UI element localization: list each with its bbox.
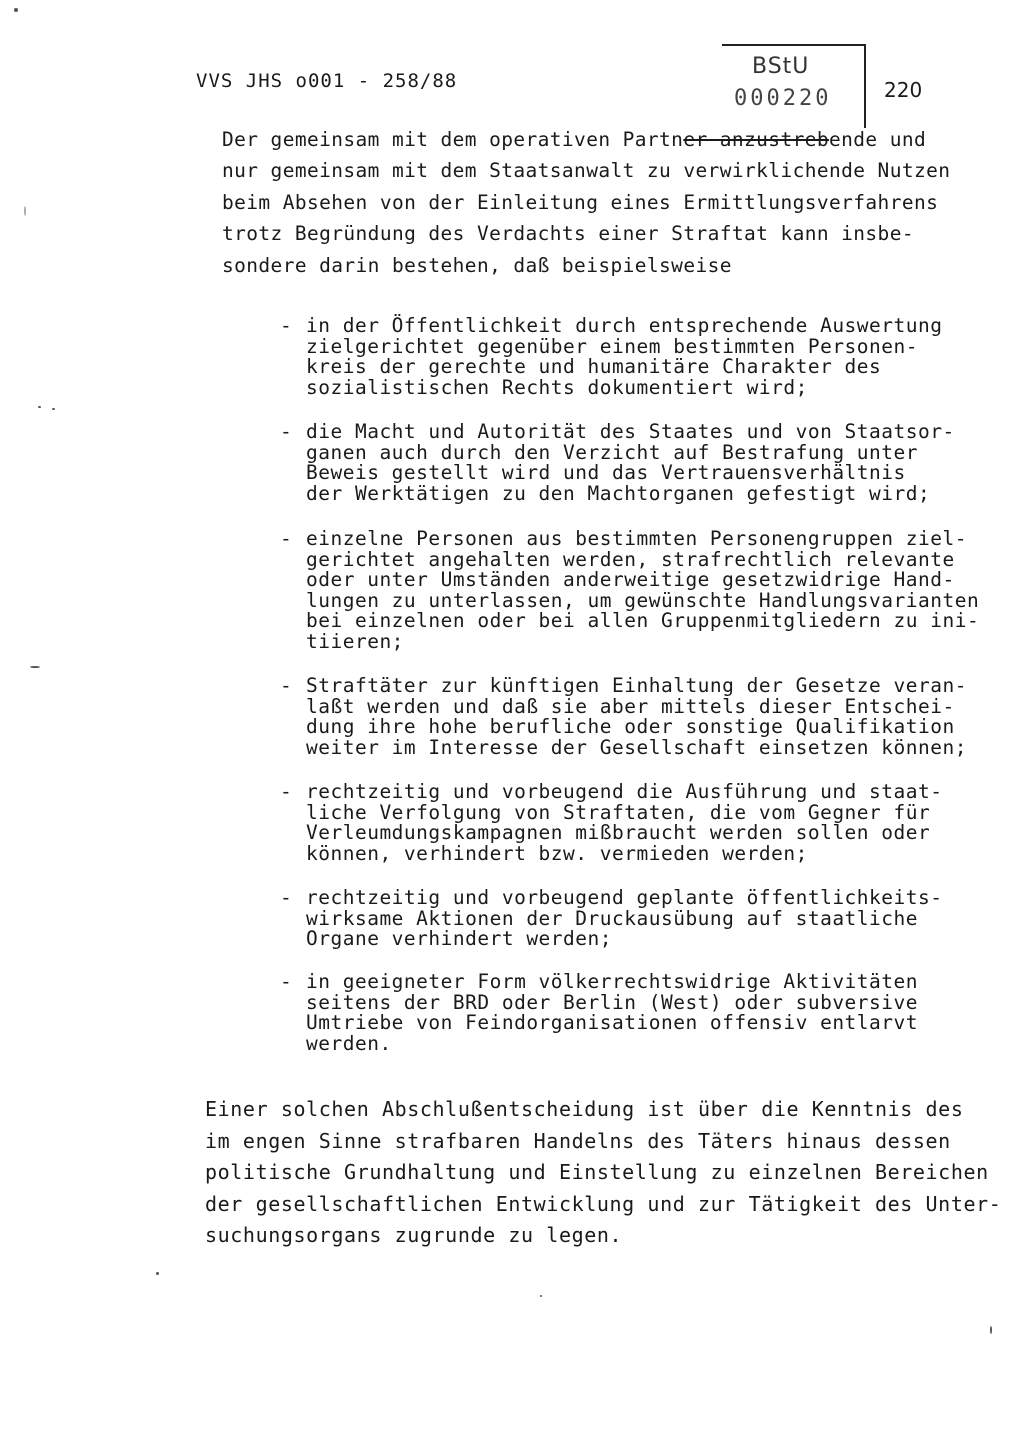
closing-paragraph [205, 1094, 1005, 1252]
bullet-line: sozialistischen Rechts dokumentiert wird; [306, 375, 808, 399]
closing-line: im engen Sinne strafbaren Handelns des Täters hinaus dessen [205, 1128, 951, 1153]
closing-line: der gesellschaftlichen Entwicklung und zur Tätigkeit des Unter- [205, 1191, 1002, 1216]
closing-line: Einer solchen Abschlußentscheidung ist über die Kenntnis des [205, 1097, 964, 1121]
bullet-line: bei einzelnen oder bei allen Gruppenmitgliedern zu ini- [306, 609, 980, 633]
bullet-line: dung ihre hohe berufliche oder sonstige Qualifikation [306, 715, 955, 739]
scan-speck [30, 666, 40, 668]
bullet-dash: - [280, 420, 293, 443]
intro-paragraph [222, 124, 1002, 281]
page-number: 220 [884, 78, 923, 102]
bullet-dash: - [280, 970, 293, 993]
bullet-line: Umtriebe von Feindorganisationen offensiv entlarvt [306, 1011, 918, 1035]
intro-line-end: ende und [829, 128, 927, 151]
bullet-line: rechtzeitig und vorbeugend geplante öffentlichkeits- [306, 886, 943, 909]
bullet-dash: - [280, 674, 293, 697]
archive-stamp [722, 44, 866, 128]
intro-line: trotz Begründung des Verdachts einer Straftat kann insbe- [222, 222, 914, 246]
bullet-line: können, verhindert bzw. vermieden werden; [306, 841, 808, 865]
bullet-line: gerichtet angehalten werden, strafrechtlich relevante [306, 547, 955, 571]
bullet-line: wirksame Aktionen der Druckausübung auf staatliche [306, 906, 918, 930]
scan-speck [38, 406, 41, 408]
bullet-line: ganen auch durch den Verzicht auf Bestrafung unter [306, 440, 918, 464]
bullet-line: tiieren; [306, 629, 404, 653]
scan-speck [52, 408, 55, 410]
bullet-line: seitens der BRD oder Berlin (West) oder subversive [306, 990, 918, 1014]
intro-line: beim Absehen von der Einleitung eines Ermittlungsverfahrens [222, 190, 939, 214]
bullet-line: der Werktätigen zu den Machtorganen gefestigt wird; [306, 481, 931, 505]
bullet-line: Beweis gestellt wird und das Vertrauensverhältnis [306, 461, 906, 485]
bullet-line: rechtzeitig und vorbeugend die Ausführung und staat- [306, 780, 943, 803]
intro-line [222, 124, 1002, 155]
scan-speck [540, 1295, 542, 1297]
scan-speck [14, 8, 18, 12]
bullet-dash: - [280, 886, 293, 909]
bullet-dash: - [280, 527, 293, 550]
bullet-line: liche Verfolgung von Straftaten, die vom Gegner für [306, 800, 931, 824]
bullet-line: in der Öffentlichkeit durch entsprechende Auswertung [306, 314, 943, 337]
stamp-organization: BStU [752, 54, 810, 79]
struck-text: er anzustreb [683, 128, 830, 151]
closing-line: politische Grundhaltung und Einstellung zu einzelnen Bereichen [205, 1160, 989, 1185]
bullet-line: Organe verhindert werden; [306, 927, 612, 951]
bullet-line: die Macht und Autorität des Staates und von Staatsor- [306, 420, 955, 443]
scan-speck [990, 1326, 992, 1334]
bullet-line: zielgerichtet gegenüber einem bestimmten Personen- [306, 334, 918, 358]
intro-line-start: Der gemeinsam mit dem operativen Partn [222, 128, 684, 151]
intro-line: sondere darin bestehen, daß beispielsweise [222, 253, 732, 277]
intro-line: nur gemeinsam mit dem Staatsanwalt zu verwirklichende Nutzen [222, 159, 951, 183]
bullet-line: oder unter Umständen anderweitige gesetzwidrige Hand- [306, 568, 955, 592]
bullet-line: lungen zu unterlassen, um gewünschte Handlungsvarianten [306, 588, 980, 612]
bullet-line: kreis der gerechte und humanitäre Charakter des [306, 355, 882, 379]
bullet-line: werden. [306, 1031, 392, 1055]
scan-speck [156, 1272, 159, 1275]
scan-speck [24, 206, 26, 216]
bullet-line: einzelne Personen aus bestimmten Personengruppen ziel- [306, 527, 967, 550]
stamp-number: 000220 [734, 86, 832, 111]
bullet-dash: - [280, 780, 293, 803]
bullet-line: Verleumdungskampagnen mißbraucht werden sollen oder [306, 821, 931, 845]
bullet-line: Straftäter zur künftigen Einhaltung der Gesetze veran- [306, 674, 967, 697]
closing-line: suchungsorgans zugrunde zu legen. [205, 1223, 623, 1248]
bullet-line: in geeigneter Form völkerrechtswidrige Aktivitäten [306, 970, 918, 993]
bullet-dash: - [280, 314, 293, 337]
bullet-line: weiter im Interesse der Gesellschaft einsetzen können; [306, 735, 967, 759]
document-reference: VVS JHS o001 - 258/88 [196, 70, 458, 92]
bullet-line: laßt werden und daß sie aber mittels dieser Entschei- [306, 694, 955, 718]
